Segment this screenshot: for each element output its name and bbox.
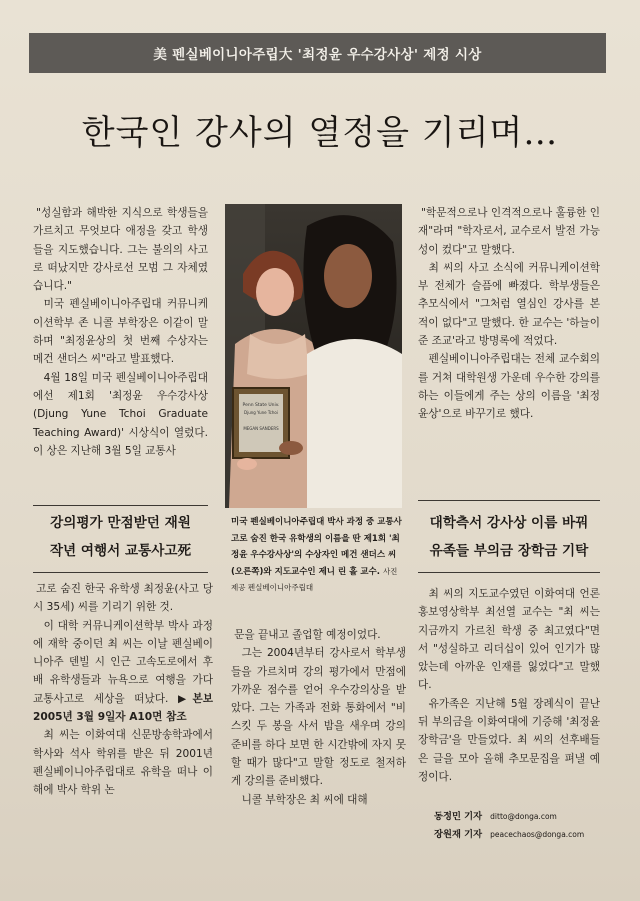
headline: 한국인 강사의 열정을 기리며… xyxy=(81,113,559,153)
column-3-lower xyxy=(418,585,600,786)
photo-illustration xyxy=(225,204,402,508)
paragraph: 그는 2004년부터 강사로서 학부생들을 가르치며 강의 평가에서 만점에 가까운 점수를 얻어 우수강의상을 받았다. 그는 가족과 전화 통화에서 "비스킷 두 봉을 사서 밤을 새우며 강의 준비를 하다 보면 한 시간밖에 자지 못할 때가 많다"고 말할 정도로 철저하게 강의를 준비했다. xyxy=(231,647,406,788)
paragraph: 4월 18일 미국 펜실베이니아주립대에선 제1회 '최정윤 우수강사상(Djung Yune Tchoi Graduate Teaching Award)' 시상식이 열렸다. 이 상은 지난해 3월 5일 교통사 xyxy=(33,371,208,457)
plaque-text: MEGAN SANDERS xyxy=(243,426,279,431)
paragraph: 고로 숨진 한국 유학생 최정윤(사고 당시 35세) 씨를 기리기 위한 것. xyxy=(33,583,213,614)
paragraph: 니콜 부학장은 최 씨에 대해 xyxy=(241,793,368,806)
award-photo xyxy=(225,204,402,508)
reporter-email: ditto@donga.com xyxy=(490,812,557,821)
photo-caption xyxy=(231,514,403,597)
divider xyxy=(33,572,208,573)
paragraph: 미국 펜실베이니아주립대 커뮤니케이션학부 존 니콜 부학장은 이같이 말하며 "최정윤상의 첫 번째 수상자는 메건 샌더스 씨"라고 발표했다. xyxy=(33,298,208,366)
reference-note: ▶본보 2005년 3월 9일자 A10면 참조 xyxy=(33,692,213,724)
column-3-upper xyxy=(418,204,600,424)
subhead-1 xyxy=(33,509,208,565)
subhead-line: 유족들 부의금 장학금 기탁 xyxy=(429,543,589,559)
subhead-line: 작년 여행서 교통사고死 xyxy=(49,543,192,559)
reporter-name: 장원재 기자 xyxy=(434,829,483,840)
reporter-name: 동정민 기자 xyxy=(434,811,483,822)
plaque-text: Penn State Univ. xyxy=(242,403,280,408)
paragraph: 최 씨의 지도교수였던 이화여대 언론홍보영상학부 최선열 교수는 "최 씨는 지금까지 가르친 학생 중 최고였다"면서 "성실하고 리더십이 있어 인기가 많았는데 아까운 인재를 잃었다"고 말했다. xyxy=(418,588,600,692)
divider xyxy=(418,500,600,501)
divider xyxy=(418,572,600,573)
byline xyxy=(434,826,584,840)
plaque-text: Djung Yune Tchoi xyxy=(244,410,278,415)
paragraph: 문을 끝내고 졸업할 예정이었다. xyxy=(234,629,381,641)
subhead-2 xyxy=(418,509,600,565)
paragraph: "성실함과 해박한 지식으로 학생들을 가르치고 무엇보다 애정을 갖고 학생들을 지도했습니다. 그는 불의의 사고로 떠났지만 강사로선 모범 그 자체였습니다." xyxy=(33,207,208,293)
byline xyxy=(434,808,557,822)
paragraph-text: 이 대학 커뮤니케이션학부 박사 과정에 재학 중이던 최 씨는 이날 펜실베이니아주 덴빌 시 인근 고속도로에서 후배 유학생들과 뉴욕으로 여행을 가다 교통사고로 세상을 떠났다. xyxy=(33,619,213,705)
paragraph: "학문적으로나 인격적으로나 훌륭한 인재"라며 "학자로서, 교수로서 발전 가능성이 컸다"고 말했다. xyxy=(418,207,600,256)
photo-credit: 사진 제공 펜실베이니아주립대 xyxy=(231,566,398,592)
column-2 xyxy=(231,626,406,809)
paragraph: 유가족은 지난해 5월 장례식이 끝난 뒤 부의금을 이화여대에 기증해 '최정윤 장학금'을 만들었다. 최 씨의 선후배들은 글을 모아 올해 추모문집을 펴낼 예정이다. xyxy=(418,697,600,783)
column-1-upper xyxy=(33,204,208,460)
caption-text: 미국 펜실베이니아주립대 박사 과정 중 교통사고로 숨진 한국 유학생의 이름을 딴 제1회 '최정윤 우수강사상'의 수상자인 메건 샌더스 씨(오른쪽)와 지도교수인 제니 린 홀 교수. xyxy=(231,517,402,577)
subhead-line: 강의평가 만점받던 재원 xyxy=(50,515,191,531)
paragraph xyxy=(33,617,213,727)
reporter-email: peacechaos@donga.com xyxy=(490,830,585,839)
paragraph: 최 씨의 사고 소식에 커뮤니케이션학부 전체가 슬픔에 빠졌다. 학부생들은 추모식에서 "그처럼 열심인 강사를 본 적이 없다"고 말했다. 한 교수는 '하늘이 준 조교'라고 방명록에 적었다. xyxy=(418,261,600,348)
divider xyxy=(33,505,208,506)
column-1-lower xyxy=(33,580,213,800)
kicker-banner: 美 펜실베이니아주립大 '최정윤 우수강사상' 제정 시상 xyxy=(29,33,606,73)
subhead-line: 대학측서 강사상 이름 바꿔 xyxy=(429,515,589,531)
paragraph: 최 씨는 이화여대 신문방송학과에서 학사와 석사 학위를 받은 뒤 2001년 펜실베이니아주립대로 유학을 떠나 이 해에 박사 학위 논 xyxy=(33,729,213,797)
paragraph: 펜실베이니아주립대는 전체 교수회의를 거쳐 대학원생 가운데 우수한 강의를 하는 이들에게 주는 상의 이름을 '최정윤상'으로 바꾸기로 했다. xyxy=(418,353,600,421)
